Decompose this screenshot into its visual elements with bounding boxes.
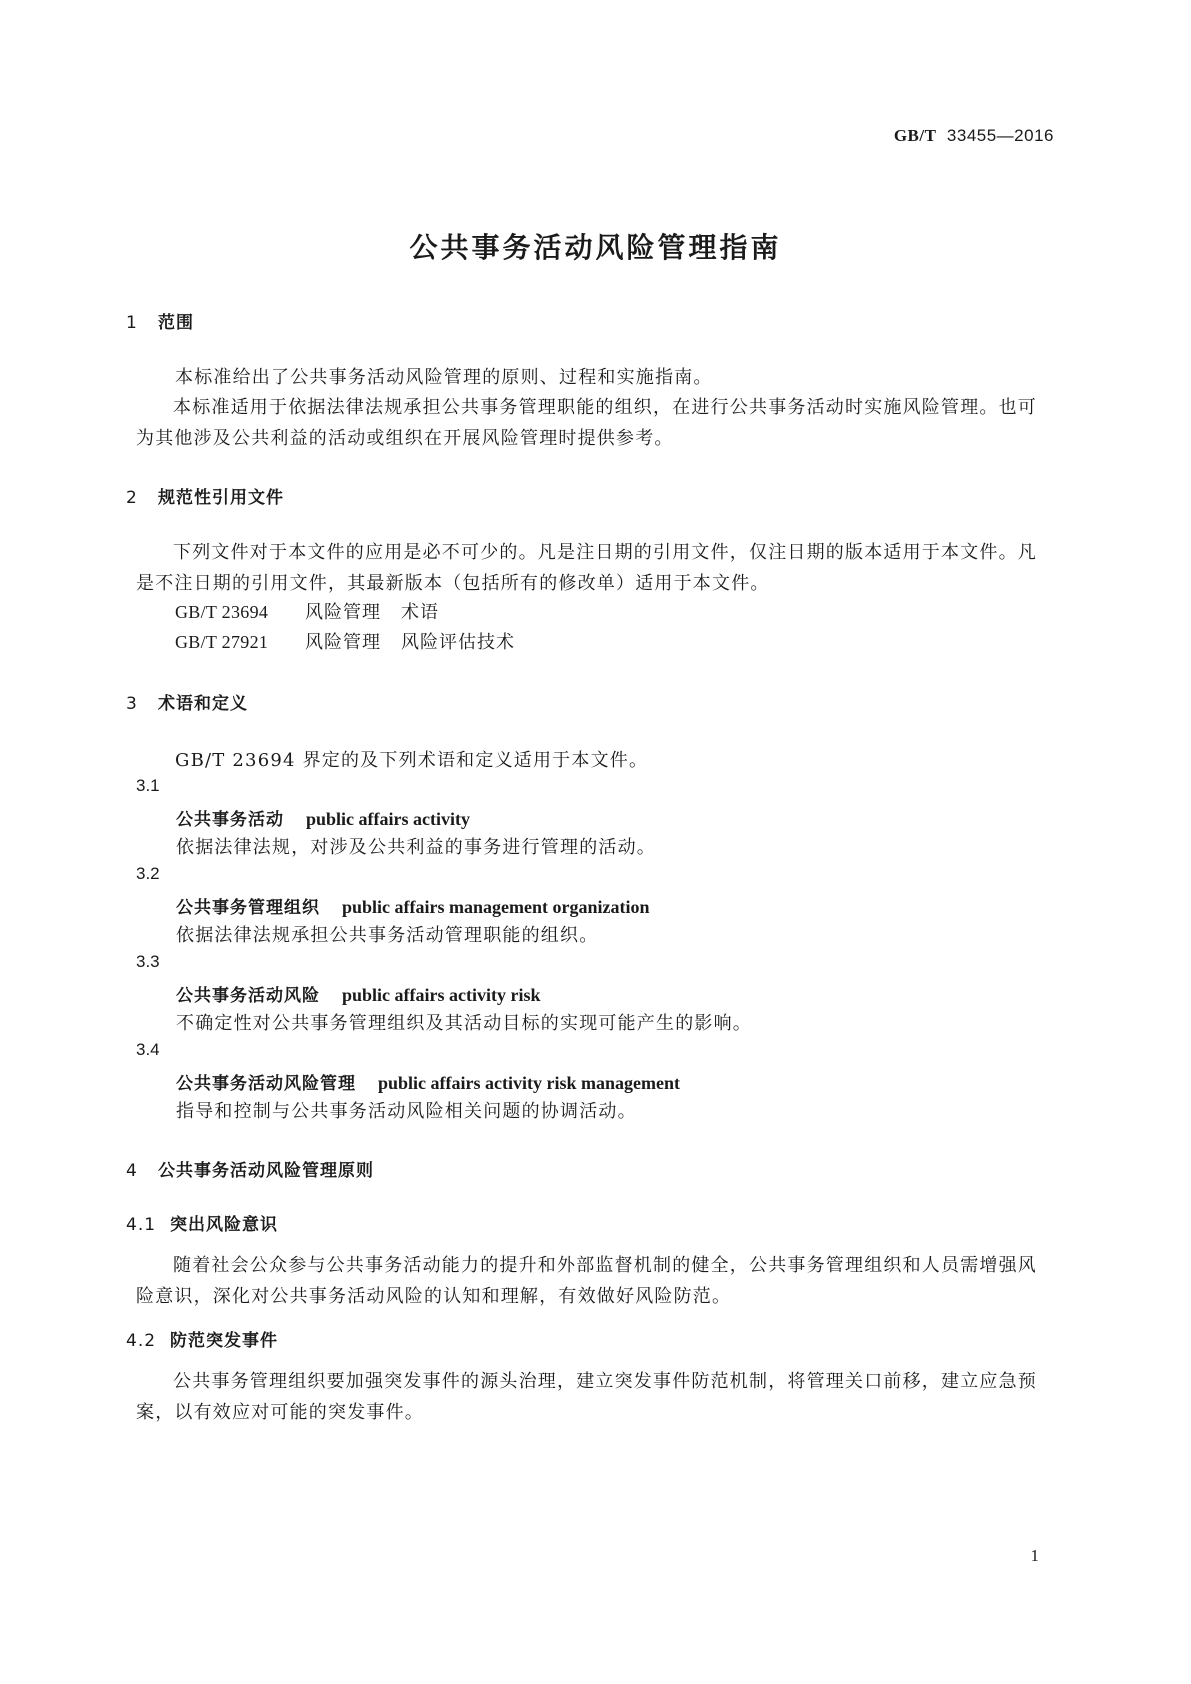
section-2-heading [126,483,284,508]
term-definition: 依据法律法规，对涉及公共利益的事务进行管理的活动。 [176,837,656,858]
section-number: 1 [126,313,138,333]
term-en: public affairs activity risk [342,985,541,1005]
reference-line [175,628,515,654]
term-en: public affairs management organization [342,897,650,917]
term-zh: 公共事务活动风险管理 [176,1074,356,1094]
reference-part: 术语 [401,602,439,623]
subsection-title: 防范突发事件 [170,1331,278,1351]
section-1-paragraph-2: 本标准适用于依据法律法规承担公共事务管理职能的组织，在进行公共事务活动时实施风险管理。也可为其他涉及公共利益的活动或组织在开展风险管理时提供参考。 [136,397,1037,449]
term-entry [176,981,541,1006]
term-en: public affairs activity risk management [378,1073,680,1093]
reference-part: 风险评估技术 [401,632,515,653]
term-definition: 指导和控制与公共事务活动风险相关问题的协调活动。 [176,1101,637,1122]
section-1-heading [126,308,194,333]
document-title: 公共事务活动风险管理指南 [409,231,782,264]
term-zh: 公共事务管理组织 [176,898,320,918]
term-zh: 公共事务活动风险 [176,986,320,1006]
section-number: 3 [126,694,138,714]
section-1-paragraph-1: 本标准给出了公共事务活动风险管理的原则、过程和实施指南。 [175,367,713,388]
reference-part: 风险管理 [305,602,381,623]
term-zh: 公共事务活动 [176,810,284,830]
section-number: 4 [126,1161,138,1181]
subsection-number: 4.1 [126,1215,157,1235]
section-number: 2 [126,488,138,508]
term-en: public affairs activity [306,809,470,829]
reference-line [175,598,439,624]
section-4-heading [126,1156,374,1181]
term-number: 3.2 [136,864,160,883]
reference-code: GB/T 27921 [175,632,269,652]
subsection-4-2-heading [126,1326,278,1351]
section-2-paragraph: 下列文件对于本文件的应用是必不可少的。凡是注日期的引用文件，仅注日期的版本适用于本文件。凡是不注日期的引用文件，其最新版本（包括所有的修改单）适用于本文件。 [136,542,1037,594]
subsection-title: 突出风险意识 [170,1215,278,1235]
term-entry [176,805,470,830]
subsection-4-1-paragraph: 随着社会公众参与公共事务活动能力的提升和外部监督机制的健全，公共事务管理组织和人员需增强风险意识，深化对公共事务活动风险的认知和理解，有效做好风险防范。 [136,1255,1037,1307]
reference-code: GB/T 23694 [175,602,269,622]
subsection-4-1-heading [126,1210,278,1235]
section-title: 范围 [158,313,194,333]
term-number: 3.3 [136,952,160,971]
standard-code [894,126,1054,146]
section-title: 术语和定义 [158,694,248,714]
term-definition: 依据法律法规承担公共事务活动管理职能的组织。 [176,925,599,946]
section-3-heading [126,689,248,714]
section-title: 规范性引用文件 [158,488,284,508]
term-number: 3.4 [136,1040,160,1059]
subsection-number: 4.2 [126,1331,157,1351]
reference-part: 风险管理 [305,632,381,653]
term-number: 3.1 [136,776,160,795]
term-entry [176,1069,680,1094]
term-definition: 不确定性对公共事务管理组织及其活动目标的实现可能产生的影响。 [176,1013,752,1034]
page-number: 1 [1030,1546,1039,1565]
section-3-intro: GB/T 23694 界定的及下列术语和定义适用于本文件。 [175,750,649,771]
term-entry [176,893,650,918]
subsection-4-2-paragraph: 公共事务管理组织要加强突发事件的源头治理，建立突发事件防范机制，将管理关口前移，建立应急预案，以有效应对可能的突发事件。 [136,1371,1037,1423]
standard-prefix: GB/T [893,126,937,145]
standard-number: 33455—2016 [946,126,1054,145]
section-title: 公共事务活动风险管理原则 [158,1161,374,1181]
